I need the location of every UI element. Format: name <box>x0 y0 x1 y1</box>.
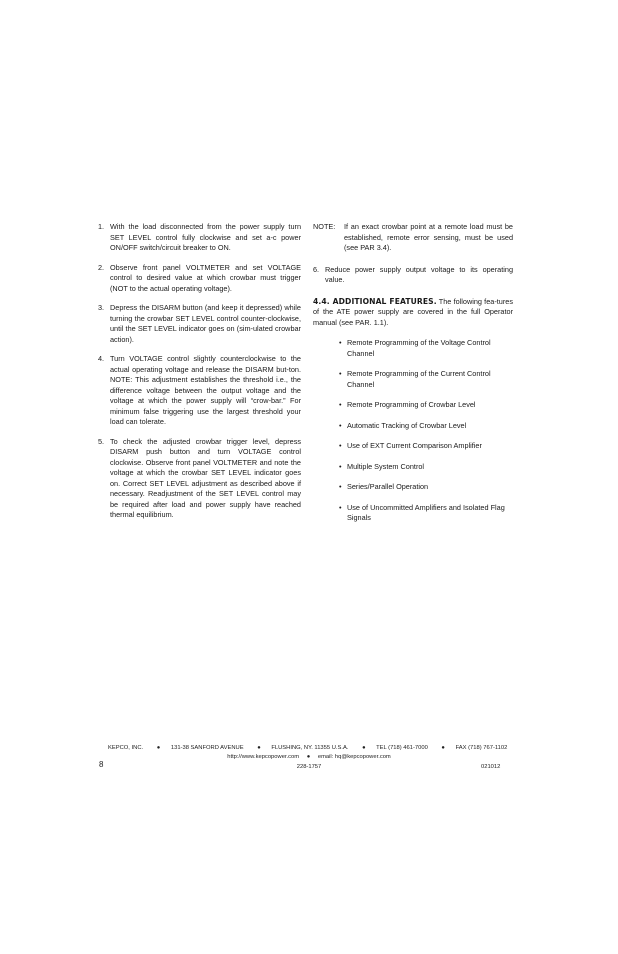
bullet-icon: • <box>339 400 342 409</box>
footer-website-link[interactable]: http://www.kepcopower.com <box>227 754 300 760</box>
list-item: • Use of Uncommitted Amplifiers and Isolated Flag Signals <box>339 502 505 522</box>
footer-address-line <box>108 745 510 751</box>
list-item: • Remote Programming of the Voltage Control Channel <box>339 338 491 358</box>
bullet-icon: ● <box>156 745 161 751</box>
section-intro: The following fea-tures of the ATE power supply are covered in the full Operator manual (see PAR. 1.1). <box>313 296 513 327</box>
procedure-step-6 <box>313 265 513 286</box>
page-number: 8 <box>99 760 104 769</box>
footer-company: KEPCO, INC. <box>108 745 144 751</box>
bullet-icon: • <box>339 420 342 430</box>
bullet-icon: • <box>339 482 342 491</box>
procedure-step-2 <box>98 263 301 295</box>
step-number: 1. <box>98 222 105 231</box>
right-column <box>313 222 513 534</box>
step-number: 5. <box>98 436 105 446</box>
list-item: • Remote Programming of Crowbar Level <box>339 400 476 409</box>
procedure-step-1 <box>98 222 301 254</box>
step-text: Observe front panel VOLTMETER and set VOLTAGE control to desired value at which crowbar must trigger (NOT to the actual operating voltage). <box>110 262 301 293</box>
bullet-icon: ● <box>306 754 311 760</box>
bullet-icon: • <box>339 369 342 378</box>
step-text: With the load disconnected from the power supply turn SET LEVEL control fully clockwise and set a-c power ON/OFF switch/circuit breaker to ON. <box>110 222 301 252</box>
step-text: Turn VOLTAGE control slightly counterclockwise to the actual operating voltage and release the DISARM but-ton. NOTE: This adjustment establishes the threshold i.e., the difference voltage between the output voltage and the voltage at which the power supply will “crow-bar.” For minimum false triggering use the largest threshold your load can tolerate. <box>110 354 301 426</box>
footer-city: FLUSHING, NY. 11355 U.S.A. <box>271 745 349 751</box>
step-number: 6. <box>313 264 320 274</box>
step-number: 3. <box>98 303 105 312</box>
note-label: NOTE: <box>313 222 336 231</box>
bullet-icon: • <box>339 441 342 450</box>
procedure-step-3 <box>98 303 301 345</box>
additional-features-section <box>313 297 513 329</box>
step-text: To check the adjusted crowbar trigger level, depress DISARM push button and turn VOLTAGE control clockwise. Observe front panel VOLTMETER and note the voltage at which the crowbar SET LEVEL indicator goes on. Correct SET LEVEL adjustment as described above if necessary. Readjustment of the SET LEVEL control may be required after load and power supply have reached thermal equilibrium. <box>110 436 301 519</box>
step-text: Depress the DISARM button (and keep it depressed) while turning the crowbar SET LEVEL control counter-clockwise, until the SET LEVEL indicator goes on (sim-ulated crowbar action). <box>110 303 301 344</box>
footer-address: 131-38 SANFORD AVENUE <box>170 745 244 751</box>
list-item: • Remote Programming of the Current Control Channel <box>339 369 491 389</box>
footer-tel: TEL (718) 461-7000 <box>376 745 428 751</box>
document-date-code: 021012 <box>481 764 501 770</box>
features-list <box>313 338 513 524</box>
left-column <box>98 222 301 530</box>
bullet-icon: • <box>339 502 342 512</box>
list-item: • Series/Parallel Operation <box>339 482 429 491</box>
list-item: • Use of EXT Current Comparison Amplifier <box>339 441 482 450</box>
section-heading: 4.4. ADDITIONAL FEATURES. <box>313 296 437 306</box>
bullet-icon: • <box>339 461 342 471</box>
list-item: • Automatic Tracking of Crowbar Level <box>339 420 467 430</box>
footer-web-line <box>0 754 618 760</box>
footer-email[interactable]: email: hq@kepcopower.com <box>317 754 391 760</box>
step-number: 2. <box>98 262 105 272</box>
step-number: 4. <box>98 354 105 363</box>
bullet-icon: ● <box>362 745 366 751</box>
bullet-icon: ● <box>257 745 261 751</box>
note-block <box>313 222 513 254</box>
list-item: • Multiple System Control <box>339 461 425 471</box>
footer-fax: FAX (718) 767-1102 <box>455 745 508 751</box>
note-text: If an exact crowbar point at a remote load must be established, remote error sensing, must be used (see PAR 3.4). <box>344 222 513 252</box>
bullet-icon: • <box>339 338 342 347</box>
procedure-step-4 <box>98 354 301 428</box>
procedure-step-5 <box>98 437 301 521</box>
document-number: 228-1757 <box>296 764 322 770</box>
step-text: Reduce power supply output voltage to its operating value. <box>325 264 513 284</box>
bullet-icon: ● <box>441 745 445 751</box>
